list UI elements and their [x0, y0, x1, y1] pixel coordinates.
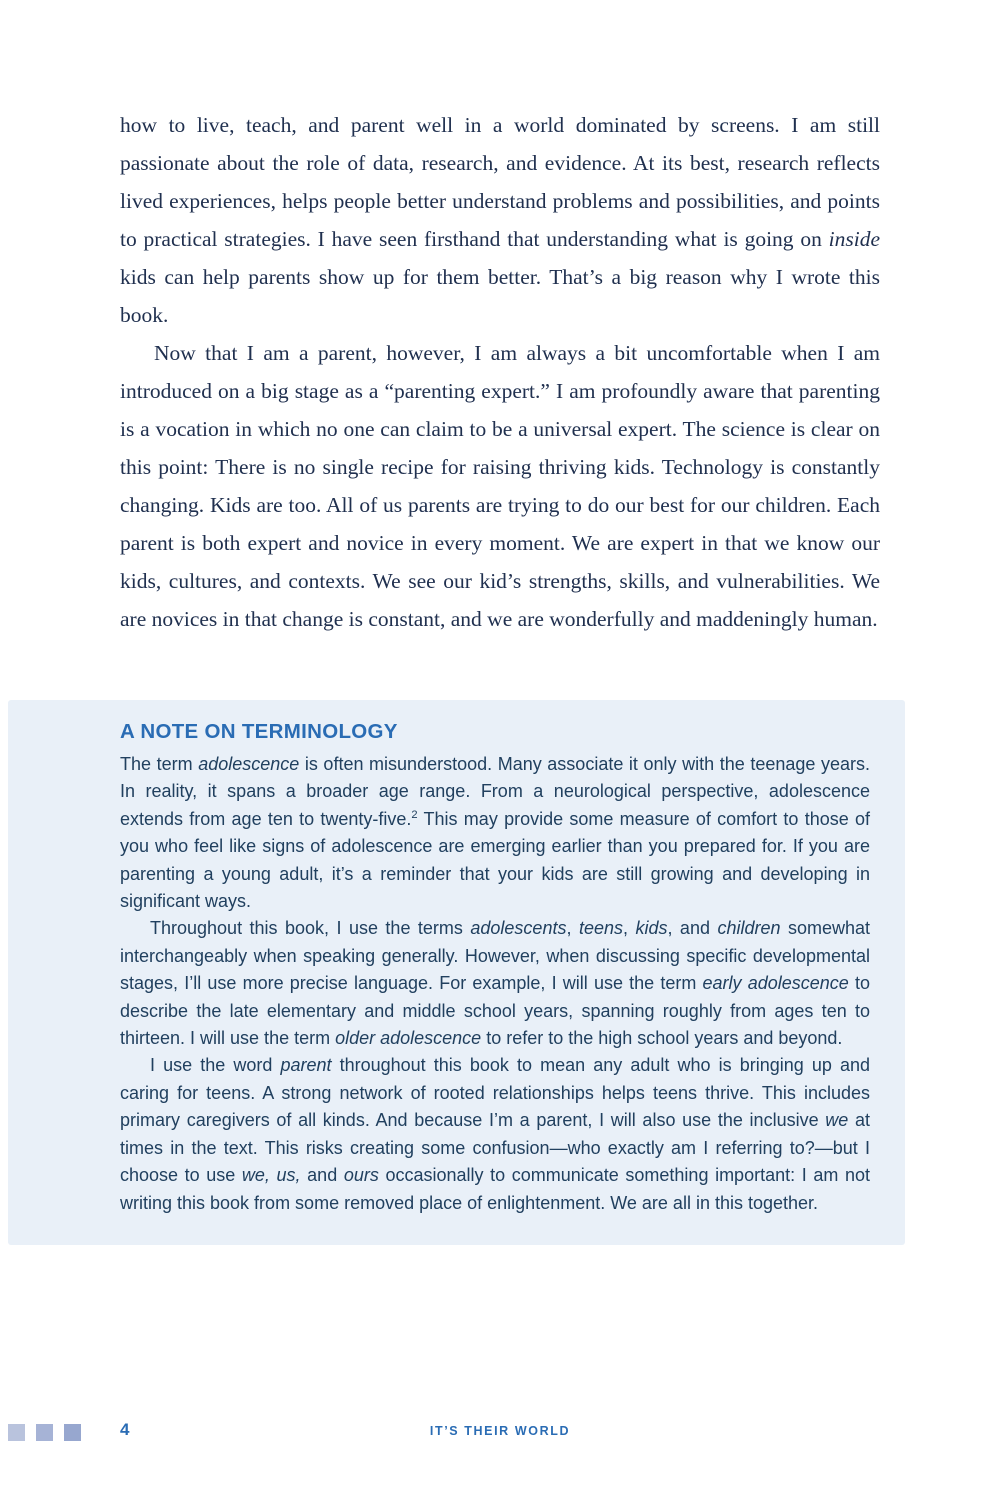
main-text-column: [120, 106, 880, 638]
note-box-paragraph: The term adolescence is often misunderstood. Many associate it only with the teenage years. In reality, it spans a broader age range. From a neurological perspective, adolescence extends from age ten to twenty-five.$^2$ This may provide some measure of comfort to those of you who feel like signs of adolescence are emerging earlier than you prepared for. If you are parenting a young adult, it’s a reminder that your kids are still growing and developing in significant ways.: [120, 754, 870, 912]
note-box-heading: A NOTE ON TERMINOLOGY: [120, 720, 398, 743]
page-footer: [0, 1420, 1000, 1450]
page-number: 4: [120, 1420, 130, 1439]
terminology-note-box: [8, 700, 905, 1245]
body-paragraph: Now that I am a parent, however, I am always a bit uncomfortable when I am introduced on a big stage as a “parenting expert.” I am profoundly aware that parenting is a vocation in which no one can claim to be a universal expert. The science is clear on this point: There is no single recipe for raising thriving kids. Technology is constantly changing. Kids are too. All of us parents are trying to do our best for our children. Each parent is both expert and novice in every moment. We are expert in that we know our kids, cultures, and contexts. We see our kid’s strengths, skills, and vulnerabilities. We are novices in that change is constant, and we are wonderfully and maddeningly human.: [120, 341, 880, 631]
note-box-paragraph: I use the word parent throughout this book to mean any adult who is bringing up and caring for teens. A strong network of rooted relationships helps teens thrive. This includes primary caregivers of all kinds. And because I’m a parent, I will also use the inclusive we at times in the text. This risks creating some confusion—who exactly am I referring to?—but I choose to use we, us, and ours occasionally to communicate something important: I am not writing this book from some removed place of enlightenment. We are all in this together.: [120, 1055, 870, 1213]
body-paragraph: how to live, teach, and parent well in a world dominated by screens. I am still passionate about the role of data, research, and evidence. At its best, research reflects lived experiences, helps people better understand problems and possibilities, and points to practical strategies. I have seen firsthand that understanding what is going on inside kids can help parents show up for them better. That’s a big reason why I wrote this book.: [120, 113, 880, 327]
note-box-paragraph: Throughout this book, I use the terms adolescents, teens, kids, and children somewhat interchangeably when speaking generally. However, when discussing specific developmental stages, I’ll use more precise language. For example, I will use the term early adolescence to describe the late elementary and middle school years, spanning roughly from ages ten to thirteen. I will use the term older adolescence to refer to the high school years and beyond.: [120, 918, 870, 1049]
running-title: IT’S THEIR WORLD: [429, 1424, 571, 1438]
